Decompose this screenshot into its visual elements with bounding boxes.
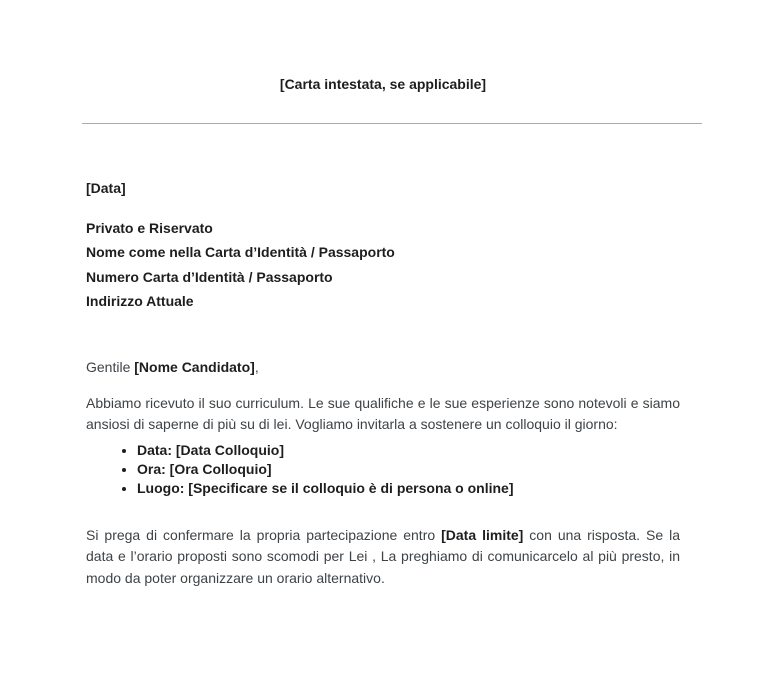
salutation-prefix: Gentile (86, 358, 135, 375)
detail-item-date: • Data: [Data Colloquio] (137, 441, 680, 460)
interview-details-list (86, 441, 680, 499)
intro-paragraph: Abbiamo ricevuto il suo curriculum. Le sue qualifiche e le sue esperienze sono notevoli e siamo ansiosi di saperne di più su di lei. Vogliamo invitarla a sostenere un colloquio il giorno: (86, 394, 680, 433)
salutation (86, 356, 680, 378)
closing-paragraph (86, 525, 680, 590)
closing-prefix: Si prega di confermare la propria partecipazione entro (86, 526, 442, 543)
recipient-address-line: Indirizzo Attuale (86, 293, 194, 310)
detail-item-time: • Ora: [Ora Colloquio] (137, 460, 680, 479)
recipient-confidential-line: Privato e Riservato (86, 220, 213, 236)
detail-item-location: • Luogo: [Specificare se il colloquio è di persona o online] (137, 479, 680, 498)
closing-suffix: con una risposta. Se la data e l’orario proposti sono scomodi per Lei , La preghiamo di comunicarcelo al più presto, in modo da poter organizzare un orario alternativo. (86, 526, 681, 586)
header-divider (82, 123, 702, 124)
deadline-placeholder: [Data limite] (441, 526, 524, 543)
letterhead-placeholder: [Carta intestata, se applicabile] (279, 76, 487, 92)
salutation-suffix: , (254, 358, 259, 375)
recipient-block (86, 216, 680, 314)
date-placeholder: [Data] (86, 180, 126, 196)
recipient-name-line: Nome come nella Carta d’Identità / Passaporto (86, 244, 395, 261)
candidate-name-placeholder: [Nome Candidato] (134, 358, 255, 375)
document-page (0, 74, 768, 677)
recipient-id-line: Numero Carta d’Identità / Passaporto (86, 268, 333, 285)
